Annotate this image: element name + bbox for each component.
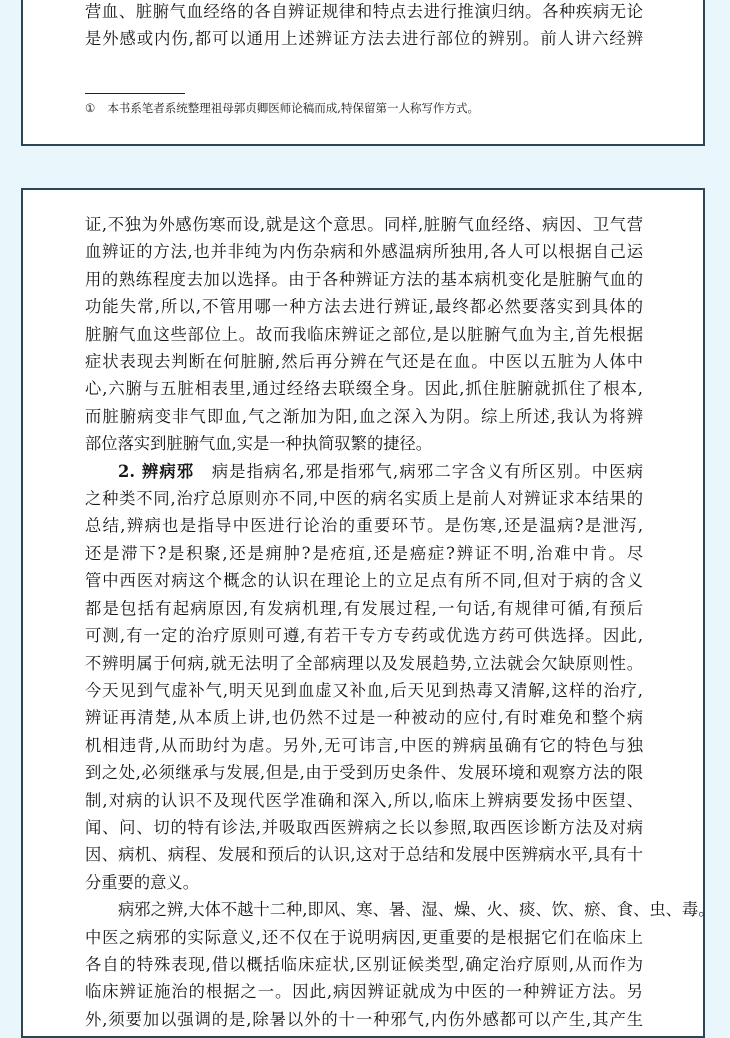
text-line: 管中西医对病这个概念的认识在理论上的立足点有所不同,但对于病的含义 [85, 571, 643, 591]
text-line: 到之处,必须继承与发展,但是,由于受到历史条件、发展环境和观察方法的限 [85, 763, 643, 783]
text-line: 中医之病邪的实际意义,还不仅在于说明病因,更重要的是根据它们在临床上 [85, 927, 643, 947]
footnote-text: 本书系笔者系统整理祖母郭贞卿医师论稿而成,特保留第一人称写作方式。 [107, 101, 479, 115]
text-line: 还是滞下?是积聚,还是痈肿?是疮疽,还是癌症?辨证不明,治难中肯。尽 [85, 543, 643, 563]
text-line: 总结,辨病也是指导中医进行论治的重要环节。是伤寒,还是温病?是泄泻, [85, 516, 643, 536]
text-line: 都是包括有起病原因,有发病机理,有发展过程,一句话,有规律可循,有预后 [85, 598, 643, 618]
text-line: 营血、脏腑气血经络的各自辨证规律和特点去进行推演归纳。各种疾病无论 [85, 2, 643, 21]
previous-page [21, 0, 705, 146]
footnote-marker: ① [85, 101, 96, 115]
text-line: 各自的特殊表现,借以概括临床症状,区别证候类型,确定治疗原则,从而作为 [85, 954, 643, 974]
text-line: 今天见到气虚补气,明天见到血虚又补血,后天见到热毒又清解,这样的治疗, [85, 680, 643, 700]
text-line: 部位落实到脏腑气血,实是一种执简驭繁的捷径。 [85, 434, 433, 454]
paragraph-diagnosis-location [85, 211, 643, 458]
text-line: 外,须要加以强调的是,除暑以外的十一种邪气,内伤外感都可以产生,其产生 [85, 1009, 643, 1029]
current-page-body [85, 211, 715, 1033]
text-line: 而脏腑病变非气即血,气之渐加为阳,血之深入为阴。综上所述,我认为将辨 [85, 406, 643, 426]
text-line: 辨证再清楚,从本质上讲,也仍然不过是一种被动的应付,有时难免和整个病 [85, 708, 643, 728]
text-line: 制,对病的认识不及现代医学准确和深入,所以,临床上辨病要发扬中医望、 [85, 790, 643, 810]
text-line: 症状表现去判断在何脏腑,然后再分辨在气还是在血。中医以五脏为人体中 [85, 352, 643, 372]
text-line: 血辨证的方法,也并非纯为内伤杂病和外感温病所独用,各人可以根据自己运 [85, 242, 643, 262]
text-line: 脏腑气血这些部位上。故而我临床辨证之部位,是以脏腑气血为主,首先根据 [85, 324, 643, 344]
text-line: 证,不独为外感伤寒而设,就是这个意思。同样,脏腑气血经络、病因、卫气营 [85, 215, 643, 234]
text-line: 是外感或内伤,都可以通用上述辨证方法去进行部位的辨别。前人讲六经辨 [85, 29, 643, 49]
text-line: 闻、问、切的特有诊法,并吸取西医辨病之长以参照,取西医诊断方法及对病 [85, 817, 643, 837]
text-line: 用的熟练程度去加以选择。由于各种辨证方法的基本病机变化是脏腑气血的 [85, 269, 643, 289]
text-line: 分重要的意义。 [85, 872, 199, 892]
text-line: 机相违背,从而助纣为虐。另外,无可讳言,中医的辨病虽确有它的特色与独 [85, 735, 643, 755]
text-line: 不辨明属于何病,就无法明了全部病理以及发展趋势,立法就会欠缺原则性。 [85, 653, 643, 673]
text-line: 病邪之辨,大体不越十二种,即风、寒、暑、湿、燥、火、痰、饮、瘀、食、虫、毒。 [118, 900, 715, 920]
footnote [85, 100, 479, 116]
footnote-divider [85, 93, 185, 94]
text-line: 可测,有一定的治疗原则可遵,有若干专方专药或优选方药可供选择。因此, [85, 626, 643, 646]
text-line: 心,六腑与五脏相表里,通过经络去联缀全身。因此,抓住脏腑就抓住了根本, [85, 379, 643, 399]
paragraph-twelve-pathogens [85, 896, 715, 1033]
text-line: 之种类不同,治疗总原则亦不同,中医的病名实质上是前人对辨证求本结果的 [85, 489, 643, 509]
text-fragment: 病是指病名,邪是指邪气,病邪二字含义有所区别。中医病 [211, 461, 643, 481]
previous-page-body [85, 0, 643, 53]
text-line: 临床辨证施治的根据之一。因此,病因辨证就成为中医的一种辨证方法。另 [85, 982, 643, 1002]
text-line: 功能失常,所以,不管用哪一种方法去进行辨证,最终都必然要落实到具体的 [85, 297, 643, 317]
section-first-line [85, 458, 643, 485]
text-line: 因、病机、病程、发展和预后的认识,这对于总结和发展中医辨病水平,具有十 [85, 845, 643, 865]
section-disease-pathogen [85, 458, 643, 897]
current-page [21, 188, 715, 1038]
section-heading: 2. 辨病邪 [118, 461, 195, 481]
